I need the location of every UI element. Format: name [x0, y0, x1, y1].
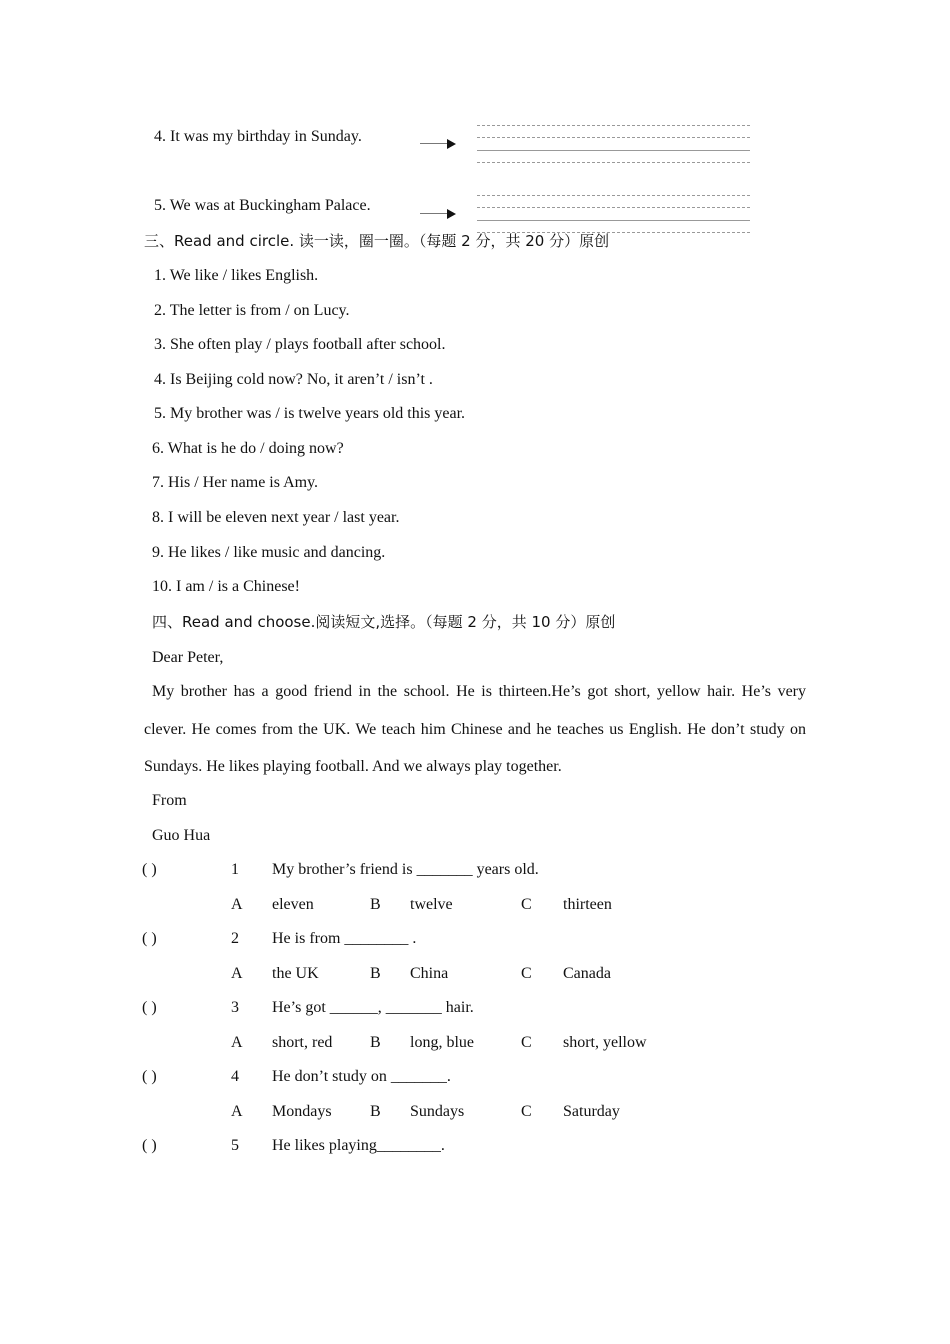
- answer-blank[interactable]: ( ): [142, 861, 157, 878]
- writing-line[interactable]: [477, 137, 750, 138]
- circle-item: 5. My brother was / is twelve years old this year.: [154, 405, 466, 422]
- circle-item: 7. His / Her name is Amy.: [152, 474, 319, 491]
- option-letter: B: [370, 1103, 381, 1120]
- arrow-right-icon: [420, 139, 456, 149]
- arrow-right-icon: [420, 209, 456, 219]
- section-4-heading: 四、Read and choose.阅读短文,选择。（每题 2 分，共 10 分）原创: [152, 613, 616, 631]
- option-letter: C: [521, 1103, 532, 1120]
- rewrite-item-5: 5. We was at Buckingham Palace.: [154, 197, 371, 214]
- question-number: 1: [231, 861, 239, 878]
- circle-item: 10. I am / is a Chinese!: [152, 578, 300, 595]
- option-text: short, yellow: [563, 1034, 647, 1051]
- circle-item: 6. What is he do / doing now?: [152, 440, 344, 457]
- letter-body: My brother has a good friend in the school. He is thirteen.He’s got short, yellow hair. He’s very clever. He comes from the UK. We teach him Chinese and he teaches us English. He don’t study on Sundays. He likes playing football. And we always play together.: [144, 683, 806, 775]
- writing-line[interactable]: [477, 150, 750, 151]
- option-letter: B: [370, 1034, 381, 1051]
- option-text: Saturday: [563, 1103, 620, 1120]
- option-letter: A: [231, 896, 243, 913]
- circle-item: 4. Is Beijing cold now? No, it aren’t / isn’t .: [154, 371, 433, 388]
- writing-line[interactable]: [477, 195, 750, 196]
- circle-item: 3. She often play / plays football after school.: [154, 336, 446, 353]
- question-text: He is from ________ .: [272, 930, 417, 947]
- question-text: He likes playing________.: [272, 1137, 445, 1154]
- question-number: 2: [231, 930, 239, 947]
- circle-item: 9. He likes / like music and dancing.: [152, 544, 386, 561]
- option-letter: C: [521, 965, 532, 982]
- writing-line[interactable]: [477, 125, 750, 126]
- writing-line[interactable]: [477, 220, 750, 221]
- option-text: Sundays: [410, 1103, 465, 1120]
- question-text: He’s got ______, _______ hair.: [272, 999, 474, 1016]
- answer-blank[interactable]: ( ): [142, 1068, 157, 1085]
- question-text: He don’t study on _______.: [272, 1068, 451, 1085]
- option-text: China: [410, 965, 449, 982]
- answer-blank[interactable]: ( ): [142, 930, 157, 947]
- option-text: short, red: [272, 1034, 333, 1051]
- option-text: twelve: [410, 896, 453, 913]
- writing-line[interactable]: [477, 162, 750, 163]
- rewrite-item-4: 4. It was my birthday in Sunday.: [154, 128, 362, 145]
- letter-greeting: Dear Peter,: [152, 649, 224, 666]
- circle-item: 1. We like / likes English.: [154, 267, 319, 284]
- option-letter: B: [370, 896, 381, 913]
- option-text: Mondays: [272, 1103, 332, 1120]
- option-letter: A: [231, 1034, 243, 1051]
- writing-line[interactable]: [477, 207, 750, 208]
- option-letter: A: [231, 965, 243, 982]
- option-text: Canada: [563, 965, 611, 982]
- option-text: thirteen: [563, 896, 612, 913]
- question-text: My brother’s friend is _______ years old.: [272, 861, 539, 878]
- option-text: long, blue: [410, 1034, 474, 1051]
- circle-item: 2. The letter is from / on Lucy.: [154, 302, 350, 319]
- letter-closing: From: [152, 792, 187, 809]
- answer-blank[interactable]: ( ): [142, 1137, 157, 1154]
- section-3-heading: 三、Read and circle. 读一读，圈一圈。（每题 2 分，共 20 分）原创: [144, 232, 610, 250]
- option-text: eleven: [272, 896, 314, 913]
- question-number: 4: [231, 1068, 239, 1085]
- circle-item: 8. I will be eleven next year / last year.: [152, 509, 400, 526]
- question-number: 3: [231, 999, 239, 1016]
- option-text: the UK: [272, 965, 319, 982]
- option-letter: B: [370, 965, 381, 982]
- question-number: 5: [231, 1137, 239, 1154]
- option-letter: C: [521, 896, 532, 913]
- option-letter: C: [521, 1034, 532, 1051]
- letter-signature: Guo Hua: [152, 827, 211, 844]
- option-letter: A: [231, 1103, 243, 1120]
- answer-blank[interactable]: ( ): [142, 999, 157, 1016]
